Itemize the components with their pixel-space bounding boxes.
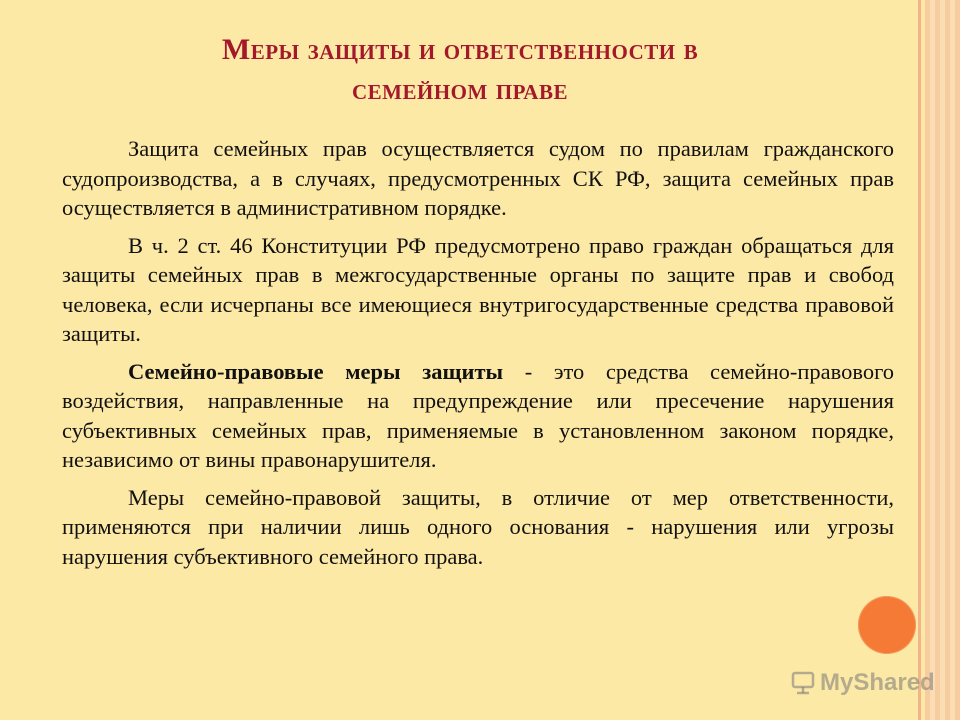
paragraph-1-text: Защита семейных прав осуществляется судом по правилам гражданского судопроизводства, а в случаях, предусмотренных СК РФ, защита семейных прав осуществляется в административном порядке. (62, 136, 894, 220)
accent-circle-decoration (858, 596, 916, 654)
paragraph-4-text: Меры семейно-правовой защиты, в отличие от мер ответственности, применяются при наличии лишь одного основания - нарушения или угрозы нарушения субъективного семейного права. (62, 484, 894, 569)
slide-title (40, 30, 880, 110)
paragraph-1 (62, 134, 894, 223)
paragraph-2-text: В ч. 2 ст. 46 Конституции РФ предусмотрено право граждан обращаться для защиты семейных прав в межгосударственные органы по защите прав и свобод человека, если исчерпаны все имеющиеся внутригосударственные средства правовой защиты. (62, 232, 894, 346)
paragraph-3-text: - это средства семейно-правового воздействия, направленные на предупреждение или пресечение нарушения субъективных семейных прав, применяемые в установленном законом порядке, независимо от вины правонарушителя. (62, 358, 894, 472)
slide-body (62, 134, 894, 579)
paragraph-2 (62, 231, 894, 349)
presentation-board-icon (790, 670, 816, 696)
watermark (790, 666, 935, 700)
slide-title-line-1: Меры защиты и ответственности в (221, 33, 699, 66)
edge-stripes-decoration (925, 0, 960, 720)
slide-title-line-2: семейном праве (352, 73, 568, 106)
watermark-text: MyShared (820, 669, 935, 696)
paragraph-3 (62, 357, 894, 475)
paragraph-4 (62, 483, 894, 572)
edge-line-decoration (918, 0, 921, 720)
paragraph-3-term: Семейно-правовые меры защиты (128, 358, 504, 384)
